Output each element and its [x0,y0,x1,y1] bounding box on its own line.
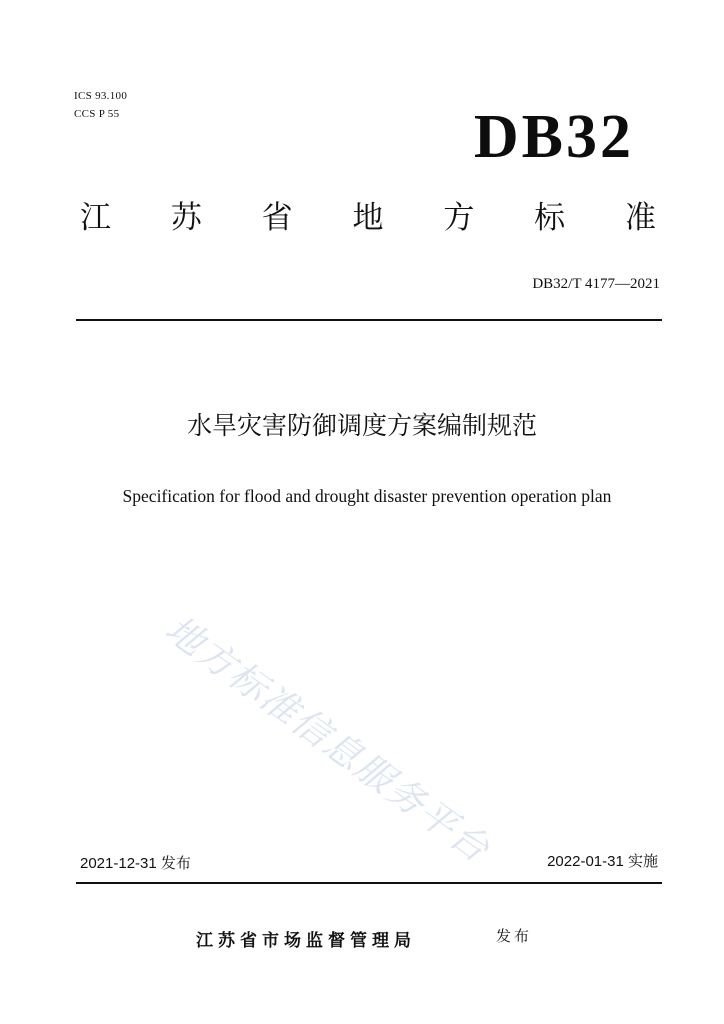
document-title-chinese: 水旱灾害防御调度方案编制规范 [186,411,537,440]
standard-type-char: 准 [624,200,656,236]
publish-label: 发布 [496,927,533,945]
issuing-authority: 江苏省市场监督管理局 [196,931,416,951]
top-divider [76,319,662,321]
issue-date: 2021-12-31 发布 [80,855,191,872]
standard-type-char: 江 [80,200,111,236]
watermark: 地方标准信息服务平台 [157,607,499,872]
document-title-english: Specification for flood and drought disaster prevention operation plan [122,486,612,506]
standard-type-char: 方 [443,200,475,236]
standard-type-heading [80,200,656,237]
standard-type-char: 苏 [170,200,202,236]
standard-code-db32: DB32 [473,103,634,171]
standard-type-char: 标 [534,200,566,236]
standard-type-char: 地 [352,200,384,236]
implementation-date: 2022-01-31 实施 [547,853,658,870]
bottom-divider [76,882,662,884]
standard-number: DB32/T 4177—2021 [532,276,660,292]
ics-code: ICS 93.100 [74,90,128,102]
ccs-code: CCS P 55 [74,108,120,120]
standard-type-char: 省 [261,200,293,236]
